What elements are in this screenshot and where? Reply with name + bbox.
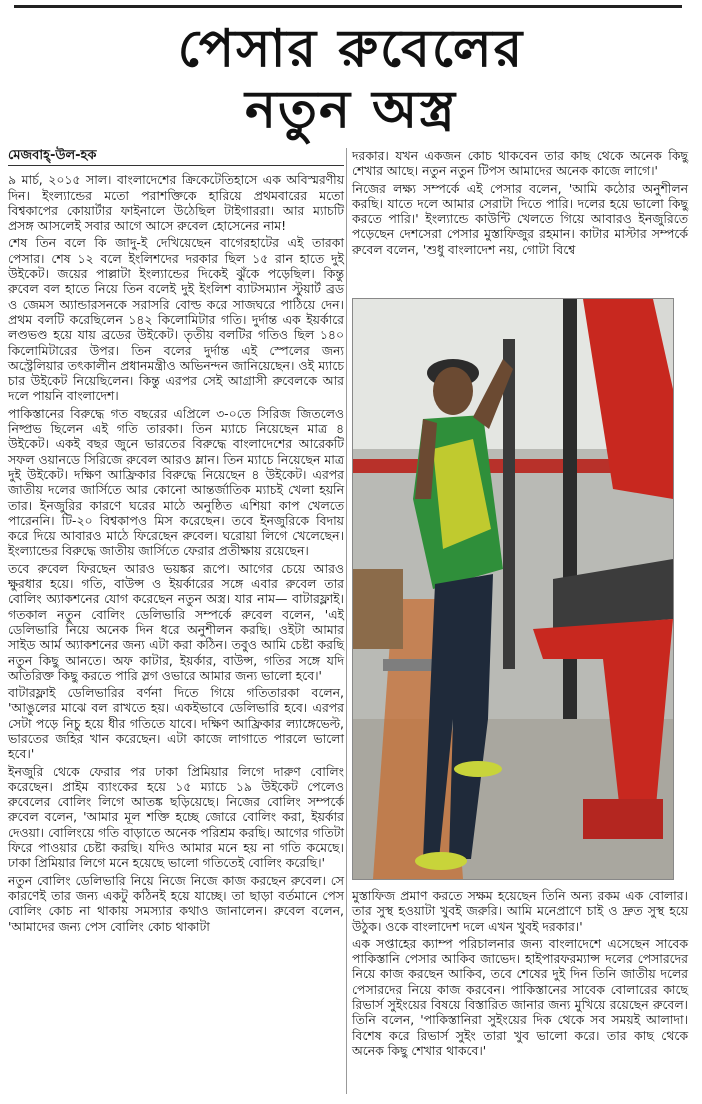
left-column bbox=[8, 148, 344, 936]
paragraph: নিজের লক্ষ্য সম্পর্কে এই পেসার বলেন, 'আমি কঠোর অনুশীলন করছি। যাতে দলে আমার সেরাটা দিতে পারি। দলের হয়ে ভালো কিছু করতে পারি।' ইংল্যান্ডে কাউন্টি খেলতে গিয়ে আবারও ইনজুরিতে পড়েছেন দেশসেরা পেসার মুস্তাফিজুর রহমান। কাটার মাস্টার সম্পর্কে রুবেল বলেন, 'শুধু বাংলাদেশ নয়, গোটা বিশ্বে bbox=[352, 180, 688, 257]
paragraph: এক সপ্তাহের ক্যাম্প পরিচালনার জন্য বাংলাদেশে এসেছেন সাবেক পাকিস্তানি পেসার আকিব জাভেদ। হাইপারফরম্যান্স দলের পেসারদের নিয়ে কাজ করছেন আকিব, তবে শেষের দুই দিন তিনি জাতীয় দলের পেসারদের নিয়ে কাজ করবেন। পাকিস্তানের সাবেক বোলারের কাছে রিভার্স সুইংয়ের বিষয়ে বিস্তারিত জানার জন্য মুখিয়ে রয়েছেন রুবেল। তিনি বলেন, 'পাকিস্তানিরা সুইংয়ের দিক থেকে সব সময়ই আলাদা। বিশেষ করে রিভার্স সুইং তারা খুব ভালো করে। তার কাছ থেকে অনেক কিছু শেখার থাকবে।' bbox=[352, 935, 688, 1058]
paragraph: শেষ তিন বলে কি জাদু-ই দেখিয়েছেন বাগেরহাটের এই তারকা পেসার। শেষ ১২ বলে ইংলিশদের দরকার ছিল ১৫ রান হাতে দুই উইকেট। জয়ের পাল্লাটা ইংল্যান্ডের দিকেই ঝুঁকে পড়েছিল। কিন্তু রুবেল বল হাতে নিয়ে তিন বলেই দুই ইংলিশ ব্যাটসম্যান স্টুয়ার্ট ব্রড ও জেমস অ্যান্ডারসনকে সরাসরি বোল্ড করে সাজঘরে পাঠিয়ে দেন। প্রথম বলটি করেছিলেন ১৪২ কিলোমিটার গতি। দুর্দান্ত এক ইয়র্কারে লণ্ডভণ্ড হয়ে যায় ব্রডের উইকেট। তৃতীয় বলটির গতিও ছিল ১৪০ কিলোমিটারের উপর। তিন বলের দুর্দান্ত এই স্পেলের জন্য অস্ট্রেলিয়ার তৎকালীন প্রধানমন্ত্রীও অভিনন্দন জানিয়েছেন। ওই ম্যাচে চার উইকেট নিয়েছিলেন। কিন্তু এরপর সেই আগ্রাসী রুবেলকে আর দলে পায়নি বাংলাদেশ। bbox=[8, 235, 344, 404]
rubel-gym-photo bbox=[352, 298, 674, 880]
headline-line-2: নতুন অস্ত্র bbox=[244, 79, 457, 140]
paragraph: পাকিস্তানের বিরুদ্ধে গত বছরের এপ্রিলে ৩-০তে সিরিজ জিতলেও নিষ্প্রভ ছিলেন এই গতি তারকা। তিন ম্যাচে নিয়েছেন মাত্র ৪ উইকেট। একই বছর জুনে ভারতের বিরুদ্ধে বাংলাদেশের আরেকটি সফল ওয়ানডে সিরিজে রুবেল আরও ম্লান। তিন ম্যাচে নিয়েছেন মাত্র দুই উইকেট। দক্ষিণ আফ্রিকার বিরুদ্ধে নিয়েছেন ৪ উইকেট। এরপর জাতীয় দলের জার্সিতে আর কোনো আন্তর্জাতিক ম্যাচই খেলা হয়নি তার। ইনজুরির কারণে ঘরের মাঠে অনুষ্ঠিত এশিয়া কাপ খেলতে পারেননি। টি-২০ বিশ্বকাপও মিস করেছেন। তবে ইনজুরিকে বিদায় করে দিয়ে আবারও মাঠে ফিরেছেন রুবেল। ঘরোয়া লিগে খেলেছেন। ইংল্যান্ডের বিরুদ্ধে জাতীয় জার্সিতে ফেরার প্রতীক্ষায় রয়েছেন। bbox=[8, 405, 344, 559]
column-divider bbox=[346, 148, 347, 1094]
paragraph: তবে রুবেল ফিরছেন আরও ভয়ঙ্কর রূপে। আগের চেয়ে আরও ক্ষুরধার হয়ে। গতি, বাউন্স ও ইয়র্কারের সঙ্গে এবার রুবেল তার বোলিং অ্যাকশনের যোগ করেছেন নতুন অস্ত্র। যার নাম— বাটারফ্লাই। গতকাল নতুন বোলিং ডেলিভারি সম্পর্কে রুবেল বলেন, 'এই ডেলিভারি নিয়ে অনেক দিন ধরে অনুশীলন করছি। ওইটা আমার সাইড আর্ম অ্যাকশনের জন্য এটা করা কঠিন। তবুও আমি চেষ্টা করছি নতুন কিছু আনতে। অফ কাটার, ইয়র্কার, বাউন্স, গতির সঙ্গে যদি অতিরিক্ত কিছু করতে পারি স্লগ ওভারে আমার জন্য ভালো হবে।' bbox=[8, 560, 344, 683]
right-column-top bbox=[352, 148, 688, 259]
right-column-bottom bbox=[352, 888, 688, 1060]
headline bbox=[0, 18, 702, 140]
paragraph: মুস্তাফিজ প্রমাণ করতে সক্ষম হয়েছেন তিনি অন্য রকম এক বোলার। তার সুস্থ হওয়াটা খুবই জরুরি। আমি মনেপ্রাণে চাই ও দ্রুত সুস্থ হয়ে উঠুক। ওকে বাংলাদেশ দলে এখন খুবই দরকার।' bbox=[352, 888, 688, 934]
top-rule bbox=[14, 5, 682, 8]
paragraph: বাটারফ্লাই ডেলিভারির বর্ণনা দিতে গিয়ে গতিতারকা বলেন, 'আঙুলের মাঝে বল রাখতে হয়। একইভাবে ডেলিভারি হবে। এরপর সেটা পড়ে নিচু হয়ে ধীর গতিতে যাবে। দক্ষিণ আফ্রিকার ল্যাঙ্গেভেল্ট, ভারতের জহির খান করেছেন। এটা কাজে লাগাতে পারলে ভালো হবে।' bbox=[8, 685, 344, 762]
paragraph: নতুন বোলিং ডেলিভারি নিয়ে নিজে নিজে কাজ করছেন রুবেল। সে কারণেই তার জন্য একটু কঠিনই হয়ে যাচ্ছে। তা ছাড়া বর্তমানে পেস বোলিং কোচ না থাকায় সমস্যার কথাও জানালেন। রুবেল বলেন, 'আমাদের জন্য পেস বোলিং কোচ থাকাটা bbox=[8, 872, 344, 934]
paragraph: দরকার। যখন একজন কোচ থাকবেন তার কাছ থেকে অনেক কিছু শেখার আছে। নতুন নতুন টিপস আমাদের অনেক কাজে লাগে।' bbox=[352, 148, 688, 179]
photo-illustration bbox=[353, 299, 673, 879]
paragraph: ৯ মার্চ, ২০১৫ সাল। বাংলাদেশের ক্রিকেটেতিহাসে এক অবিস্মরণীয় দিন। ইংল্যান্ডের মতো পরাশক্তিকে হারিয়ে প্রথমবারের মতো বিশ্বকাপের কোয়ার্টার ফাইনালে উঠেছিল টাইগাররা। আর ম্যাচটি প্রসঙ্গ আসলেই সবার আগে আসে রুবেল হোসেনের নাম! bbox=[8, 172, 344, 234]
paragraph: ইনজুরি থেকে ফেরার পর ঢাকা প্রিমিয়ার লিগে দারুণ বোলিং করেছেন। প্রাইম ব্যাংকের হয়ে ১৫ ম্যাচে ১৯ উইকেট পেলেও রুবেলের বোলিং লিগে আতঙ্ক ছড়িয়েছে। নিজের বোলিং সম্পর্কে রুবেল বলেন, 'আমার মূল শক্তি হচ্ছে জোরে বোলিং করা, ইয়র্কার দেওয়া। বোলিংয়ে গতি বাড়াতে অনেক পরিশ্রম করছি। আগের গতিটা ফিরে পাওয়ার চেষ্টা করছি। যদিও আমার মনে হয় না গতি কমেছে। ঢাকা প্রিমিয়ার লিগে মনে হয়েছে ভালো গতিতেই বোলিং করেছি।' bbox=[8, 763, 344, 871]
headline-line-1: পেসার রুবেলের bbox=[177, 18, 525, 79]
byline: মেজবাহ্-উল-হক bbox=[8, 148, 344, 166]
